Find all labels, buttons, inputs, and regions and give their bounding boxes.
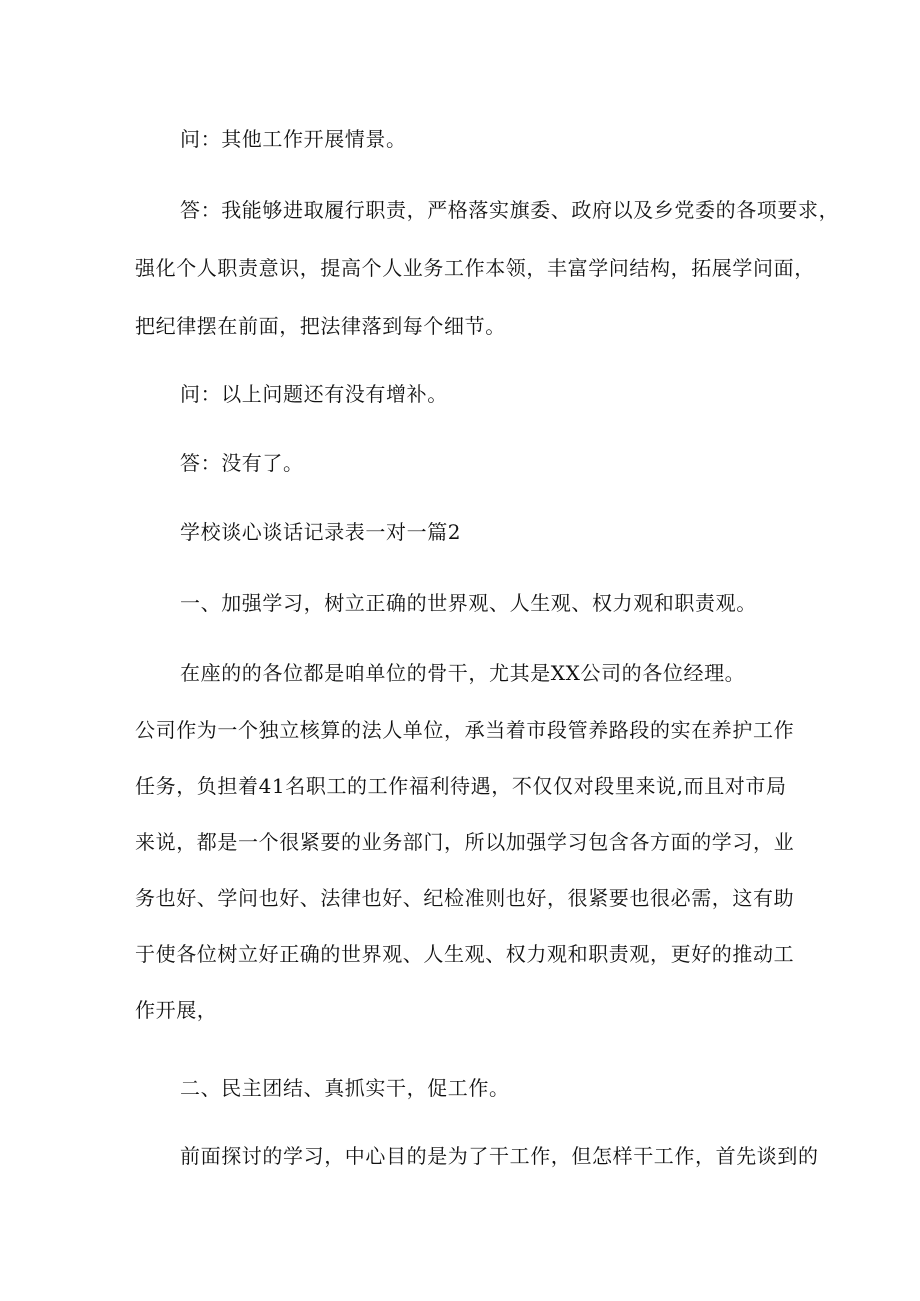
paragraph-1-line-6: 于使各位树立好正确的世界观、人生观、权力观和职责观，更好的推动工 — [135, 942, 795, 966]
paragraph-1-line-2: 公司作为一个独立核算的法人单位，承当着市段管养路段的实在养护工作 — [135, 718, 795, 742]
qa-answer-1-line-3: 把纪律摆在前面，把法律落到每个细节。 — [135, 314, 506, 338]
qa-answer-1-line-1: 答：我能够进取履行职责，严格落实旗委、政府以及乡党委的各项要求， — [180, 198, 840, 222]
section-title: 学校谈心谈话记录表一对一篇2 — [180, 520, 462, 544]
paragraph-1-line-5: 务也好、学问也好、法律也好、纪检准则也好，很紧要也很必需，这有助 — [135, 886, 795, 910]
paragraph-1-line-1: 在座的的各位都是咱单位的骨干，尤其是XX公司的各位经理。 — [180, 661, 746, 685]
paragraph-2-line-1: 前面探讨的学习，中心目的是为了干工作，但怎样干工作，首先谈到的 — [180, 1144, 819, 1168]
qa-answer-1-line-2: 强化个人职责意识，提高个人业务工作本领，丰富学问结构，拓展学问面， — [135, 256, 815, 280]
qa-question-1: 问：其他工作开展情景。 — [180, 127, 407, 151]
heading-1: 一、加强学习，树立正确的世界观、人生观、权力观和职责观。 — [180, 591, 757, 615]
paragraph-1-line-3: 任务，负担着41名职工的工作福利待遇，不仅仅对段里来说,而且对市局 — [135, 774, 787, 798]
qa-answer-2: 答：没有了。 — [180, 451, 304, 475]
qa-question-2: 问：以上问题还有没有增补。 — [180, 382, 448, 406]
paragraph-1-line-7: 作开展， — [135, 998, 218, 1022]
paragraph-1-line-4: 来说，都是一个很紧要的业务部门，所以加强学习包含各方面的学习，业 — [135, 830, 795, 854]
heading-2: 二、民主团结、真抓实干，促工作。 — [180, 1076, 510, 1100]
